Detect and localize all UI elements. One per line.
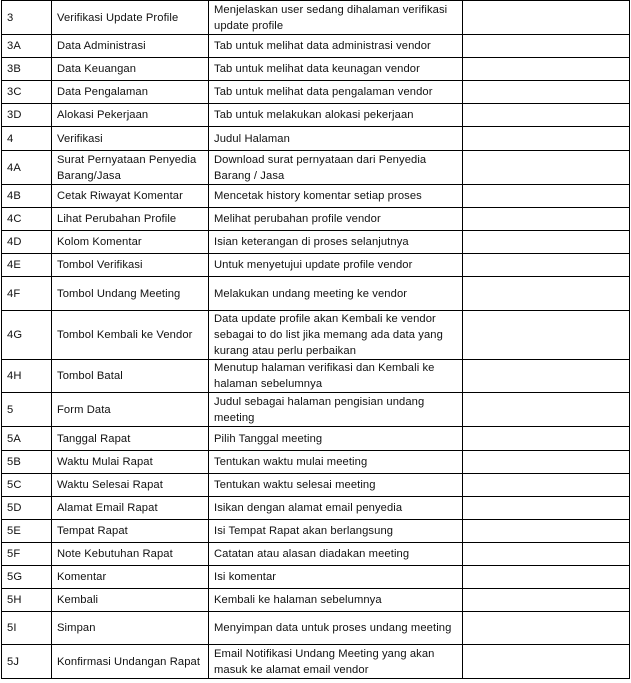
table-row	[2, 497, 630, 520]
row-name-cell: Tombol Batal	[52, 360, 209, 393]
table-row	[2, 311, 630, 360]
row-description-cell: Menyimpan data untuk proses undang meeting	[209, 612, 463, 645]
row-extra-cell	[463, 208, 630, 231]
row-description-cell: Download surat pernyataan dari Penyedia Barang / Jasa	[209, 151, 463, 185]
table-body	[2, 1, 630, 679]
row-extra-cell	[463, 311, 630, 360]
table-row	[2, 427, 630, 451]
row-extra-cell	[463, 127, 630, 151]
row-description-cell: Isi komentar	[209, 566, 463, 589]
table-row	[2, 393, 630, 427]
table-row	[2, 208, 630, 231]
row-name-cell: Waktu Selesai Rapat	[52, 474, 209, 497]
row-extra-cell	[463, 451, 630, 474]
table-row	[2, 612, 630, 645]
row-extra-cell	[463, 277, 630, 311]
row-id-cell: 4D	[2, 231, 52, 254]
row-id-cell: 4C	[2, 208, 52, 231]
row-extra-cell	[463, 185, 630, 208]
row-extra-cell	[463, 474, 630, 497]
row-extra-cell	[463, 393, 630, 427]
row-id-cell: 5E	[2, 520, 52, 543]
row-description-cell: Kembali ke halaman sebelumnya	[209, 589, 463, 612]
table-row	[2, 520, 630, 543]
row-id-cell: 5	[2, 393, 52, 427]
row-name-cell: Form Data	[52, 393, 209, 427]
table-row	[2, 81, 630, 104]
row-name-cell: Tanggal Rapat	[52, 427, 209, 451]
row-description-cell: Judul sebagai halaman pengisian undang meeting	[209, 393, 463, 427]
row-description-cell: Tab untuk melihat data administrasi vendor	[209, 35, 463, 58]
row-extra-cell	[463, 1, 630, 35]
row-id-cell: 4A	[2, 151, 52, 185]
table-row	[2, 451, 630, 474]
row-extra-cell	[463, 589, 630, 612]
table-row	[2, 645, 630, 679]
row-name-cell: Note Kebutuhan Rapat	[52, 543, 209, 566]
row-extra-cell	[463, 543, 630, 566]
table-row	[2, 1, 630, 35]
row-name-cell: Data Administrasi	[52, 35, 209, 58]
row-name-cell: Tombol Kembali ke Vendor	[52, 311, 209, 360]
row-name-cell: Data Pengalaman	[52, 81, 209, 104]
row-id-cell: 4	[2, 127, 52, 151]
row-name-cell: Tombol Verifikasi	[52, 254, 209, 277]
row-extra-cell	[463, 360, 630, 393]
row-name-cell: Cetak Riwayat Komentar	[52, 185, 209, 208]
row-id-cell: 3C	[2, 81, 52, 104]
row-description-cell: Mencetak history komentar setiap proses	[209, 185, 463, 208]
table-row	[2, 151, 630, 185]
row-name-cell: Surat Pernyataan Penyedia Barang/Jasa	[52, 151, 209, 185]
table-row	[2, 543, 630, 566]
row-extra-cell	[463, 81, 630, 104]
row-extra-cell	[463, 151, 630, 185]
table-row	[2, 474, 630, 497]
row-description-cell: Melihat perubahan profile vendor	[209, 208, 463, 231]
row-id-cell: 5B	[2, 451, 52, 474]
row-name-cell: Simpan	[52, 612, 209, 645]
row-id-cell: 5D	[2, 497, 52, 520]
table-row	[2, 185, 630, 208]
row-description-cell: Isian keterangan di proses selanjutnya	[209, 231, 463, 254]
row-name-cell: Data Keuangan	[52, 58, 209, 81]
row-description-cell: Menutup halaman verifikasi dan Kembali ke halaman sebelumnya	[209, 360, 463, 393]
row-id-cell: 4H	[2, 360, 52, 393]
row-extra-cell	[463, 645, 630, 679]
table-row	[2, 104, 630, 127]
row-description-cell: Isikan dengan alamat email penyedia	[209, 497, 463, 520]
row-name-cell: Alokasi Pekerjaan	[52, 104, 209, 127]
row-extra-cell	[463, 58, 630, 81]
row-description-cell: Tab untuk melihat data keunagan vendor	[209, 58, 463, 81]
row-description-cell: Menjelaskan user sedang dihalaman verifikasi update profile	[209, 1, 463, 35]
row-id-cell: 5A	[2, 427, 52, 451]
table-row	[2, 58, 630, 81]
row-extra-cell	[463, 497, 630, 520]
row-description-cell: Untuk menyetujui update profile vendor	[209, 254, 463, 277]
row-description-cell: Pilih Tanggal meeting	[209, 427, 463, 451]
row-id-cell: 4E	[2, 254, 52, 277]
row-description-cell: Data update profile akan Kembali ke vendor sebagai to do list jika memang ada data yang kurang atau perlu perbaikan	[209, 311, 463, 360]
table-row	[2, 566, 630, 589]
table-row	[2, 35, 630, 58]
row-name-cell: Tombol Undang Meeting	[52, 277, 209, 311]
row-id-cell: 3	[2, 1, 52, 35]
row-extra-cell	[463, 35, 630, 58]
table-row	[2, 231, 630, 254]
row-id-cell: 5G	[2, 566, 52, 589]
row-id-cell: 5F	[2, 543, 52, 566]
row-id-cell: 4F	[2, 277, 52, 311]
row-id-cell: 4B	[2, 185, 52, 208]
row-id-cell: 5J	[2, 645, 52, 679]
row-extra-cell	[463, 254, 630, 277]
row-extra-cell	[463, 566, 630, 589]
table-row	[2, 277, 630, 311]
row-name-cell: Verifikasi Update Profile	[52, 1, 209, 35]
row-name-cell: Kembali	[52, 589, 209, 612]
row-name-cell: Waktu Mulai Rapat	[52, 451, 209, 474]
row-id-cell: 5I	[2, 612, 52, 645]
row-description-cell: Judul Halaman	[209, 127, 463, 151]
row-name-cell: Kolom Komentar	[52, 231, 209, 254]
row-description-cell: Melakukan undang meeting ke vendor	[209, 277, 463, 311]
row-id-cell: 3B	[2, 58, 52, 81]
row-extra-cell	[463, 104, 630, 127]
table-row	[2, 589, 630, 612]
row-extra-cell	[463, 612, 630, 645]
row-extra-cell	[463, 231, 630, 254]
table-row	[2, 127, 630, 151]
row-id-cell: 3D	[2, 104, 52, 127]
row-name-cell: Lihat Perubahan Profile	[52, 208, 209, 231]
row-extra-cell	[463, 427, 630, 451]
row-description-cell: Email Notifikasi Undang Meeting yang akan masuk ke alamat email vendor	[209, 645, 463, 679]
row-name-cell: Alamat Email Rapat	[52, 497, 209, 520]
row-name-cell: Konfirmasi Undangan Rapat	[52, 645, 209, 679]
row-description-cell: Isi Tempat Rapat akan berlangsung	[209, 520, 463, 543]
row-description-cell: Tentukan waktu selesai meeting	[209, 474, 463, 497]
row-description-cell: Tab untuk melihat data pengalaman vendor	[209, 81, 463, 104]
row-name-cell: Verifikasi	[52, 127, 209, 151]
row-extra-cell	[463, 520, 630, 543]
table-row	[2, 254, 630, 277]
row-id-cell: 3A	[2, 35, 52, 58]
element-description-table	[1, 0, 630, 679]
row-id-cell: 5C	[2, 474, 52, 497]
table-row	[2, 360, 630, 393]
row-description-cell: Tab untuk melakukan alokasi pekerjaan	[209, 104, 463, 127]
row-description-cell: Catatan atau alasan diadakan meeting	[209, 543, 463, 566]
row-id-cell: 5H	[2, 589, 52, 612]
row-description-cell: Tentukan waktu mulai meeting	[209, 451, 463, 474]
row-id-cell: 4G	[2, 311, 52, 360]
row-name-cell: Komentar	[52, 566, 209, 589]
row-name-cell: Tempat Rapat	[52, 520, 209, 543]
